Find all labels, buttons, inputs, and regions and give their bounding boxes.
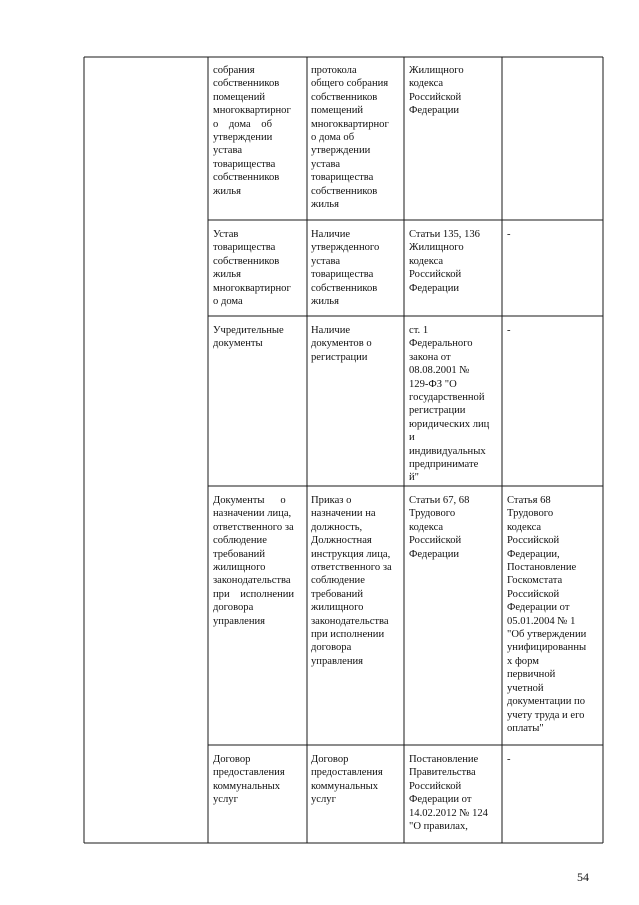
table-cell-document: собрания собственников помещений многоквартирног о дома об утверждении устава товарищества собственников жилья — [213, 65, 291, 197]
table-cell-document: Договор предоставления коммунальных услуг — [213, 754, 285, 806]
table-cell-legal-basis: Статьи 67, 68 Трудового кодекса Российской Федерации — [409, 495, 470, 560]
table-cell-requirement: Договор предоставления коммунальных услуг — [311, 754, 383, 806]
table-cell-legal-basis: ст. 1 Федерального закона от 08.08.2001 № 129-ФЗ "О государственной регистрации юридических лиц и индивидуальных предпринимате й" — [409, 325, 490, 484]
table-cell-requirement: Приказ о назначении на должность, Должностная инструкция лица, ответственного за соблюдение требований жилищного законодательства при исполнении договора управления — [311, 495, 392, 667]
table-cell-additional-basis: - — [507, 754, 511, 765]
table-cell-additional-basis: - — [507, 325, 511, 336]
table-cell-legal-basis: Статьи 135, 136 Жилищного кодекса Российской Федерации — [409, 229, 480, 294]
table-cell-document: Учредительные документы — [213, 325, 284, 350]
page-number: 54 — [577, 870, 589, 884]
table-cell-legal-basis: Постановление Правительства Российской Федерации от 14.02.2012 № 124 "О правилах, — [409, 754, 488, 833]
table-cell-legal-basis: Жилищного кодекса Российской Федерации — [409, 65, 464, 117]
table-cell-document: Документы о назначении лица, ответственного за соблюдение требований жилищного законодательства при исполнении договора управления — [213, 495, 295, 627]
table-cell-additional-basis: - — [507, 229, 511, 240]
table-cell-document: Устав товарищества собственников жилья многоквартирног о дома — [213, 229, 291, 308]
table-cell-requirement: протокола общего собрания собственников помещений многоквартирног о дома об утверждении устава товарищества собственников жилья — [311, 65, 389, 211]
table-cell-requirement: Наличие утвержденного устава товарищества собственников жилья — [311, 229, 380, 308]
table-cell-additional-basis: Статья 68 Трудового кодекса Российской Федерации, Постановление Госкомстата Российской Федерации от 05.01.2004 № 1 "Об утверждении унифицированны х форм первичной учетной документации по учету труда и его оплаты" — [507, 495, 587, 734]
table-cell-requirement: Наличие документов о регистрации — [311, 325, 372, 363]
